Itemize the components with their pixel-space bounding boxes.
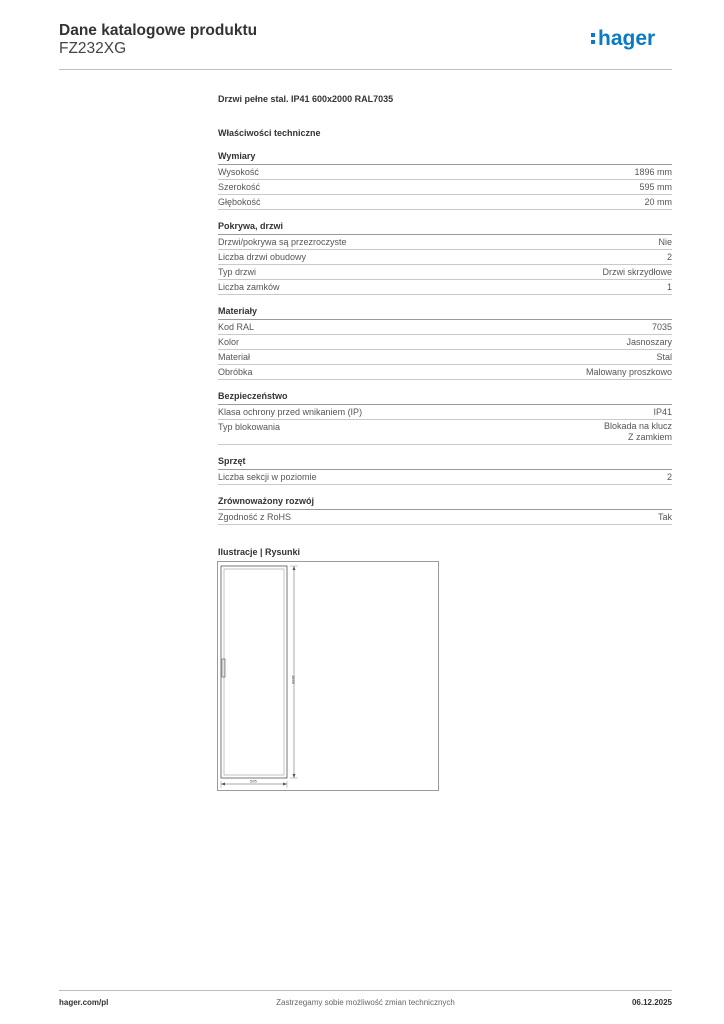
- technical-drawing: [217, 561, 439, 791]
- property-label: Typ blokowania: [218, 422, 281, 432]
- property-label: Wysokość: [218, 167, 259, 177]
- property-row: [218, 280, 672, 295]
- property-row: [218, 180, 672, 195]
- property-label: Typ drzwi: [218, 267, 257, 277]
- group-title: Wymiary: [218, 151, 672, 165]
- property-row: [218, 510, 672, 525]
- property-value: 7035: [651, 322, 672, 332]
- property-value: 1: [666, 282, 672, 292]
- illustrations-heading: Ilustracje | Rysunki: [218, 547, 301, 557]
- property-row: [218, 165, 672, 180]
- property-groups: [218, 151, 672, 525]
- property-label: Liczba zamków: [218, 282, 280, 292]
- property-value: Jasnoszary: [626, 337, 672, 347]
- document-title: Dane katalogowe produktu: [59, 22, 258, 39]
- door-inner-frame: [224, 569, 284, 775]
- property-value-line: Blokada na klucz: [603, 421, 672, 431]
- property-group: [218, 221, 672, 295]
- property-row: [218, 195, 672, 210]
- technical-heading: Właściwości techniczne: [218, 128, 321, 138]
- property-row: [218, 335, 672, 350]
- door-handle: [222, 659, 225, 677]
- property-row: [218, 365, 672, 380]
- property-label: Obróbka: [218, 367, 253, 377]
- property-group: [218, 151, 672, 210]
- logo-text: hager: [598, 27, 656, 50]
- property-row: [218, 265, 672, 280]
- property-group: [218, 496, 672, 525]
- main-content: [218, 94, 672, 559]
- height-label: 1896: [291, 675, 296, 684]
- property-label: Szerokość: [218, 182, 261, 192]
- property-row: [218, 235, 672, 250]
- property-value: Tak: [657, 512, 672, 522]
- property-group: [218, 306, 672, 380]
- property-value: 2: [666, 252, 672, 262]
- property-group: [218, 391, 672, 445]
- footer-website-link[interactable]: hager.com/pl: [59, 998, 109, 1007]
- property-label: Materiał: [218, 352, 251, 362]
- property-value: [604, 421, 672, 443]
- door-drawing: [218, 562, 438, 790]
- property-label: Kod RAL: [218, 322, 255, 332]
- group-title: Materiały: [218, 306, 672, 320]
- door-outline: [221, 566, 287, 778]
- product-title: Drzwi pełne stal. IP41 600x2000 RAL7035: [218, 94, 394, 104]
- property-value: IP41: [653, 407, 672, 417]
- product-code: FZ232XG: [59, 40, 127, 57]
- property-label: Drzwi/pokrywa są przezroczyste: [218, 237, 347, 247]
- property-row: [218, 320, 672, 335]
- property-row: [218, 470, 672, 485]
- property-row: [218, 250, 672, 265]
- property-value: 2: [666, 472, 672, 482]
- header-divider: [59, 69, 672, 70]
- property-label: Zgodność z RoHS: [218, 512, 292, 522]
- footer-disclaimer: Zastrzegamy sobie możliwość zmian technicznych: [276, 998, 455, 1007]
- footer-date: 06.12.2025: [631, 998, 672, 1007]
- group-title: Bezpieczeństwo: [218, 391, 672, 405]
- property-label: Klasa ochrony przed wnikaniem (IP): [218, 407, 363, 417]
- group-title: Pokrywa, drzwi: [218, 221, 672, 235]
- property-label: Liczba sekcji w poziomie: [218, 472, 317, 482]
- property-value: Stal: [656, 352, 672, 362]
- property-row: [218, 420, 672, 445]
- property-group: [218, 456, 672, 485]
- property-label: Głębokość: [218, 197, 261, 207]
- property-label: Liczba drzwi obudowy: [218, 252, 307, 262]
- group-title: Sprzęt: [218, 456, 672, 470]
- property-value: 1896 mm: [634, 167, 672, 177]
- group-title: Zrównoważony rozwój: [218, 496, 672, 510]
- page-header: [59, 22, 672, 70]
- property-value: 595 mm: [639, 182, 672, 192]
- hager-logo: [590, 25, 672, 51]
- property-value: Malowany proszkowo: [585, 367, 672, 377]
- property-row: [218, 405, 672, 420]
- property-value: 20 mm: [644, 197, 672, 207]
- property-value: Nie: [658, 237, 672, 247]
- property-value: Drzwi skrzydłowe: [602, 267, 672, 277]
- property-value-line: Z zamkiem: [627, 432, 672, 442]
- property-row: [218, 350, 672, 365]
- width-label: 595: [250, 778, 257, 784]
- property-label: Kolor: [218, 337, 240, 347]
- page-footer: [59, 998, 672, 1010]
- footer-divider: [59, 990, 672, 991]
